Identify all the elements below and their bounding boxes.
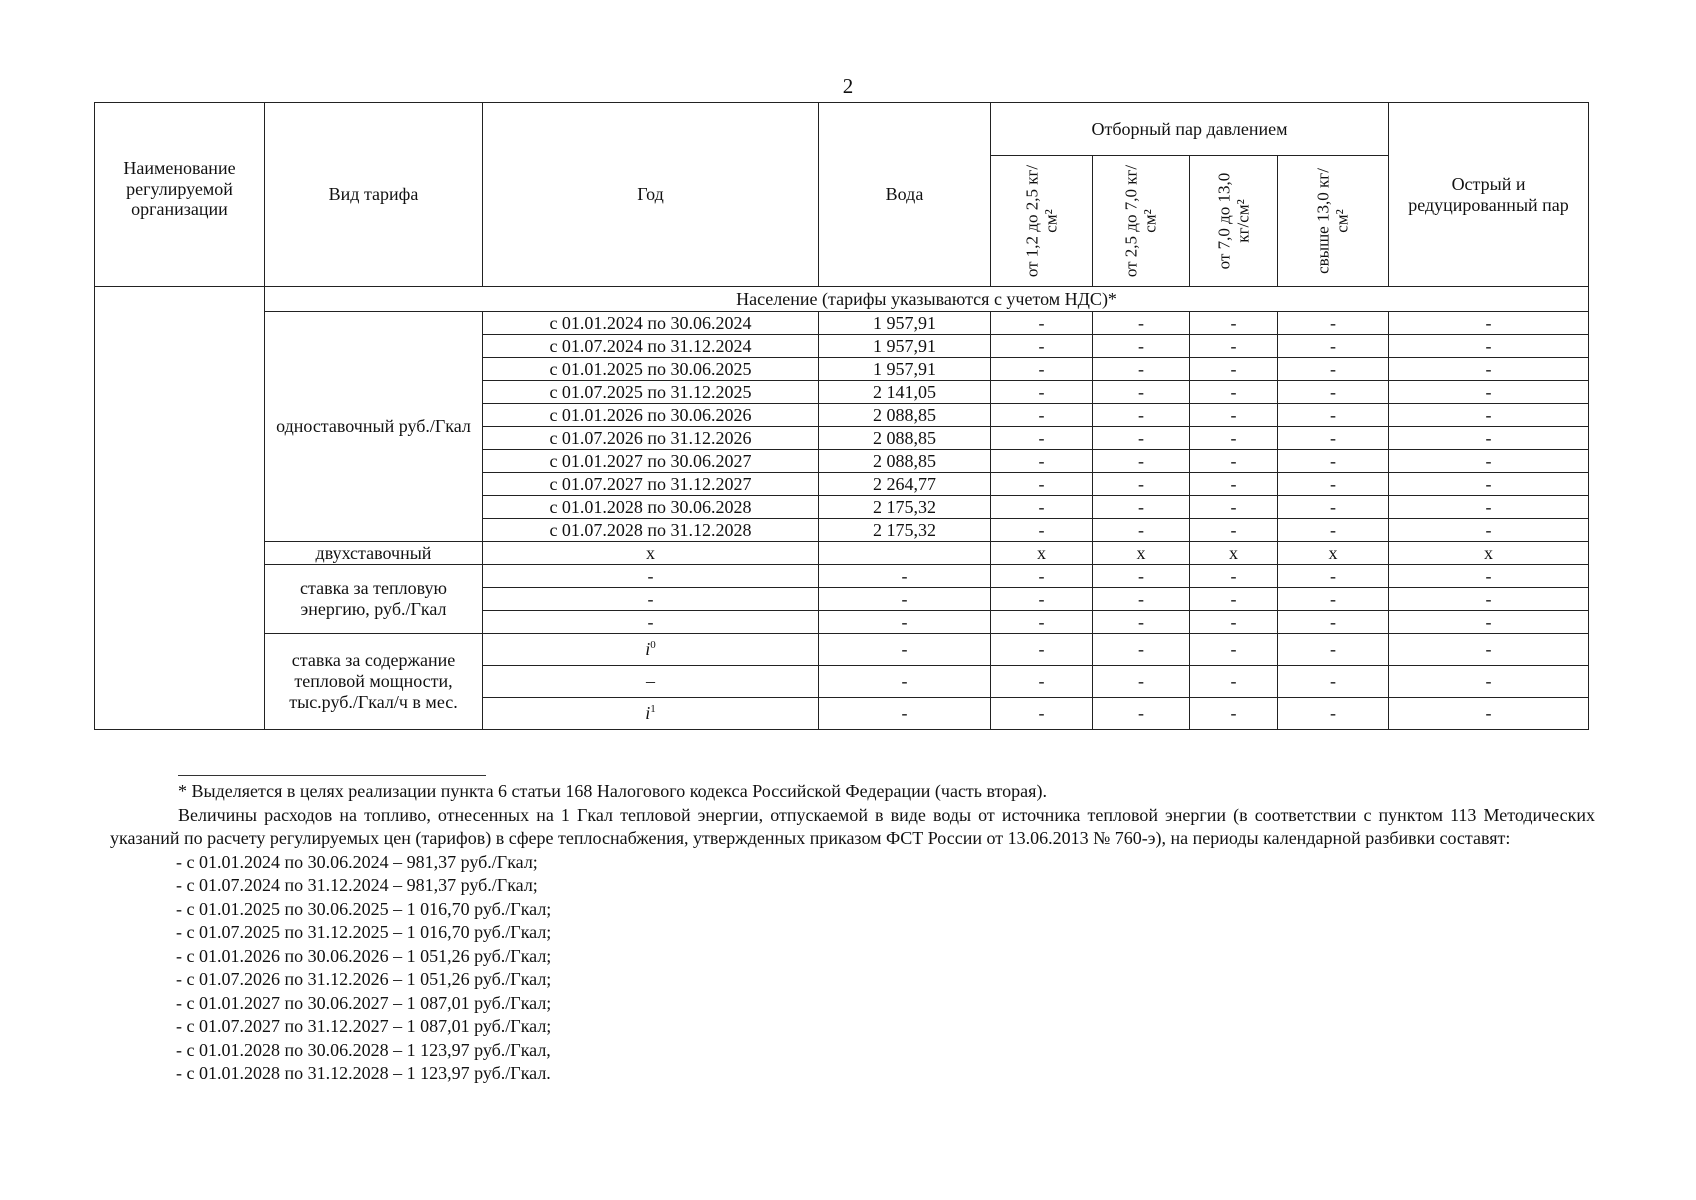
steam-4-cell: -	[1278, 496, 1389, 519]
water-cell: -	[819, 666, 991, 698]
page-number: 2	[842, 74, 854, 98]
water-cell: -	[819, 611, 991, 634]
period-cell: с 01.01.2024 по 30.06.2024	[483, 312, 819, 335]
period-cell: с 01.07.2027 по 31.12.2027	[483, 473, 819, 496]
steam-1-cell: -	[991, 312, 1093, 335]
water-cell: -	[819, 634, 991, 666]
steam-2-cell: -	[1093, 358, 1190, 381]
header-year: Год	[483, 103, 819, 287]
steam-4-cell: х	[1278, 542, 1389, 565]
sharp-steam-cell: -	[1389, 588, 1589, 611]
water-cell: 1 957,91	[819, 335, 991, 358]
period-cell	[483, 666, 819, 698]
sharp-steam-cell: -	[1389, 698, 1589, 730]
list-item: - с 01.07.2026 по 31.12.2026 – 1 051,26 руб./Гкал;	[176, 969, 552, 989]
period-cell: с 01.07.2026 по 31.12.2026	[483, 427, 819, 450]
list-item: - с 01.01.2028 по 31.12.2028 – 1 123,97 руб./Гкал.	[176, 1063, 551, 1083]
sharp-steam-cell: -	[1389, 450, 1589, 473]
notes-block	[110, 780, 1595, 1086]
steam-4-cell: -	[1278, 450, 1389, 473]
period-cell: -	[483, 588, 819, 611]
steam-1-cell: -	[991, 496, 1093, 519]
steam-4-cell: -	[1278, 427, 1389, 450]
steam-4-cell: -	[1278, 634, 1389, 666]
period-cell: с 01.07.2028 по 31.12.2028	[483, 519, 819, 542]
period-cell: с 01.01.2025 по 30.06.2025	[483, 358, 819, 381]
steam-3-cell: -	[1190, 450, 1278, 473]
water-cell: 1 957,91	[819, 358, 991, 381]
list-item: - с 01.01.2025 по 30.06.2025 – 1 016,70 руб./Гкал;	[176, 898, 552, 919]
steam-3-cell: -	[1190, 634, 1278, 666]
water-cell: 1 957,91	[819, 312, 991, 335]
steam-2-cell: -	[1093, 381, 1190, 404]
steam-2-cell: -	[1093, 611, 1190, 634]
steam-2-cell: -	[1093, 404, 1190, 427]
sharp-steam-cell: -	[1389, 565, 1589, 588]
period-base: i	[645, 703, 651, 724]
steam-4-cell: -	[1278, 381, 1389, 404]
footnote-rule	[178, 775, 486, 776]
header-steam-2-text: от 2,5 до 7,0 кг/см²	[1121, 164, 1159, 278]
steam-3-cell: -	[1190, 519, 1278, 542]
header-steam-3	[1190, 156, 1278, 287]
period-cell	[483, 634, 819, 666]
steam-1-cell: -	[991, 698, 1093, 730]
steam-1-cell: -	[991, 404, 1093, 427]
water-cell: 2 264,77	[819, 473, 991, 496]
sharp-steam-cell: -	[1389, 427, 1589, 450]
steam-3-cell: -	[1190, 698, 1278, 730]
header-steam-4	[1278, 156, 1389, 287]
period-base: –	[646, 671, 655, 692]
steam-1-cell: -	[991, 519, 1093, 542]
steam-2-cell: -	[1093, 335, 1190, 358]
steam-3-cell: -	[1190, 312, 1278, 335]
list-item: - с 01.01.2028 по 30.06.2028 – 1 123,97 руб./Гкал,	[176, 1039, 551, 1060]
list-item: - с 01.07.2027 по 31.12.2027 – 1 087,01 руб./Гкал;	[176, 1016, 552, 1036]
header-water: Вода	[819, 103, 991, 287]
fuel-period-list	[110, 851, 1595, 1086]
steam-3-cell: -	[1190, 358, 1278, 381]
steam-4-cell: -	[1278, 666, 1389, 698]
sharp-steam-cell: -	[1389, 404, 1589, 427]
header-steam-3-text: от 7,0 до 13,0 кг/см²	[1213, 172, 1252, 270]
list-item: - с 01.01.2026 по 30.06.2026 – 1 051,26 руб./Гкал;	[176, 945, 552, 966]
steam-4-cell: -	[1278, 312, 1389, 335]
steam-1-cell: -	[991, 335, 1093, 358]
period-cell	[483, 698, 819, 730]
steam-3-cell: -	[1190, 496, 1278, 519]
steam-4-cell: -	[1278, 335, 1389, 358]
steam-4-cell: -	[1278, 473, 1389, 496]
fuel-paragraph: Величины расходов на топливо, отнесенных на 1 Гкал тепловой энергии, отпускаемой в виде воды от источника тепловой энергии (в соответствии с пунктом 113 Методических указаний по расчету регулируемых цен (тарифов) в сфере теплоснабжения, утвержденных приказом ФСТ России от 13.06.2013 № 760-э), на периоды календарной разбивки составят:	[110, 804, 1595, 848]
water-cell: 2 088,85	[819, 404, 991, 427]
steam-4-cell: -	[1278, 358, 1389, 381]
steam-2-cell: -	[1093, 427, 1190, 450]
steam-4-cell: -	[1278, 588, 1389, 611]
steam-1-cell: -	[991, 565, 1093, 588]
sharp-steam-cell: -	[1389, 519, 1589, 542]
table-row	[95, 565, 1589, 588]
water-cell: 2 175,32	[819, 519, 991, 542]
steam-3-cell: -	[1190, 404, 1278, 427]
water-cell	[819, 542, 991, 565]
period-cell: -	[483, 565, 819, 588]
list-item: - с 01.01.2027 по 30.06.2027 – 1 087,01 руб./Гкал;	[176, 992, 552, 1013]
period-cell: х	[483, 542, 819, 565]
sharp-steam-cell: -	[1389, 312, 1589, 335]
sharp-steam-cell: -	[1389, 381, 1589, 404]
water-cell: 2 088,85	[819, 427, 991, 450]
period-cell: с 01.01.2027 по 30.06.2027	[483, 450, 819, 473]
steam-3-cell: -	[1190, 666, 1278, 698]
water-cell: 2 141,05	[819, 381, 991, 404]
section-title: Население (тарифы указываются с учетом НДС)*	[265, 287, 1589, 312]
header-steam-1-text: от 1,2 до 2,5 кг/см²	[1021, 164, 1060, 278]
water-cell: -	[819, 588, 991, 611]
sharp-steam-cell: -	[1389, 496, 1589, 519]
steam-4-cell: -	[1278, 611, 1389, 634]
water-cell: -	[819, 698, 991, 730]
steam-4-cell: -	[1278, 519, 1389, 542]
header-steam-group: Отборный пар давлением	[991, 103, 1389, 156]
steam-2-cell: -	[1093, 698, 1190, 730]
sharp-steam-cell: -	[1389, 634, 1589, 666]
table-row	[95, 542, 1589, 565]
steam-4-cell: -	[1278, 404, 1389, 427]
header-tariff-type: Вид тарифа	[265, 103, 483, 287]
period-cell: с 01.01.2026 по 30.06.2026	[483, 404, 819, 427]
steam-2-cell: х	[1093, 542, 1190, 565]
sharp-steam-cell: -	[1389, 666, 1589, 698]
steam-3-cell: -	[1190, 588, 1278, 611]
water-cell: 2 088,85	[819, 450, 991, 473]
steam-4-cell: -	[1278, 565, 1389, 588]
org-name-cell	[95, 287, 265, 730]
steam-1-cell: -	[991, 358, 1093, 381]
header-sharp-steam: Острый и редуцированный пар	[1389, 103, 1589, 287]
steam-1-cell: -	[991, 634, 1093, 666]
steam-2-cell: -	[1093, 312, 1190, 335]
list-item: - с 01.07.2025 по 31.12.2025 – 1 016,70 руб./Гкал;	[176, 922, 552, 942]
steam-1-cell: -	[991, 588, 1093, 611]
single-rate-label: одноставочный руб./Гкал	[265, 312, 483, 542]
two-rate-label: двухставочный	[265, 542, 483, 565]
steam-1-cell: -	[991, 427, 1093, 450]
steam-1-cell: -	[991, 473, 1093, 496]
period-cell: с 01.07.2025 по 31.12.2025	[483, 381, 819, 404]
sharp-steam-cell: -	[1389, 611, 1589, 634]
steam-1-cell: -	[991, 666, 1093, 698]
heat-rate-label: ставка за тепловую энергию, руб./Гкал	[265, 565, 483, 634]
header-steam-1	[991, 156, 1093, 287]
list-item: - с 01.07.2024 по 31.12.2024 – 981,37 руб./Гкал;	[176, 875, 538, 895]
steam-1-cell: -	[991, 381, 1093, 404]
footnote: * Выделяется в целях реализации пункта 6 статьи 168 Налогового кодекса Российской Федерации (часть вторая).	[178, 781, 1047, 801]
sharp-steam-cell: -	[1389, 335, 1589, 358]
period-sup: 0	[650, 639, 656, 652]
steam-1-cell: -	[991, 450, 1093, 473]
steam-2-cell: -	[1093, 565, 1190, 588]
steam-3-cell: -	[1190, 473, 1278, 496]
steam-3-cell: -	[1190, 381, 1278, 404]
period-sup: 1	[650, 703, 656, 716]
capacity-rate-label: ставка за содержание тепловой мощности, тыс.руб./Гкал/ч в мес.	[265, 634, 483, 730]
steam-2-cell: -	[1093, 473, 1190, 496]
period-base: i	[645, 639, 651, 660]
list-item: - с 01.01.2024 по 30.06.2024 – 981,37 руб./Гкал;	[176, 851, 538, 872]
period-cell: -	[483, 611, 819, 634]
sharp-steam-cell: х	[1389, 542, 1589, 565]
period-cell: с 01.07.2024 по 31.12.2024	[483, 335, 819, 358]
header-org: Наименование регулируемой организации	[95, 103, 265, 287]
steam-1-cell: -	[991, 611, 1093, 634]
steam-2-cell: -	[1093, 519, 1190, 542]
steam-1-cell: х	[991, 542, 1093, 565]
header-steam-2	[1093, 156, 1190, 287]
steam-4-cell: -	[1278, 698, 1389, 730]
sharp-steam-cell: -	[1389, 358, 1589, 381]
steam-3-cell: -	[1190, 335, 1278, 358]
steam-2-cell: -	[1093, 634, 1190, 666]
steam-3-cell: -	[1190, 611, 1278, 634]
table-row	[95, 634, 1589, 666]
header-steam-4-text: свыше 13,0 кг/см²	[1313, 168, 1352, 274]
sharp-steam-cell: -	[1389, 473, 1589, 496]
steam-3-cell: -	[1190, 565, 1278, 588]
steam-2-cell: -	[1093, 450, 1190, 473]
steam-2-cell: -	[1093, 588, 1190, 611]
water-cell: -	[819, 565, 991, 588]
period-cell: с 01.01.2028 по 30.06.2028	[483, 496, 819, 519]
table-row	[95, 312, 1589, 335]
steam-2-cell: -	[1093, 666, 1190, 698]
water-cell: 2 175,32	[819, 496, 991, 519]
steam-3-cell: -	[1190, 427, 1278, 450]
tariff-table	[94, 102, 1589, 730]
steam-3-cell: х	[1190, 542, 1278, 565]
steam-2-cell: -	[1093, 496, 1190, 519]
